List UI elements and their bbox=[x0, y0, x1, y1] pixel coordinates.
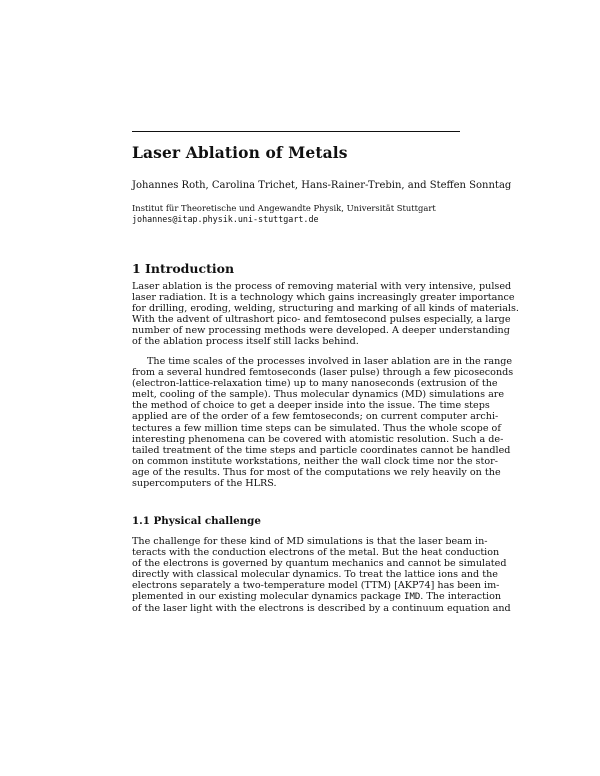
text-line: for drilling, eroding, welding, structuring and marking of all kinds of materials. bbox=[132, 303, 519, 315]
text-line: from a several hundred femtoseconds (laser pulse) through a few picoseconds bbox=[132, 367, 514, 379]
author-email: johannes@itap.physik.uni-stuttgart.de bbox=[132, 213, 319, 224]
intro-paragraph-1 bbox=[132, 281, 519, 348]
text-line: on common institute workstations, neither the wall clock time nor the stor- bbox=[132, 455, 498, 467]
text-line: melt, cooling of the sample). Thus molecular dynamics (MD) simulations are bbox=[132, 389, 505, 401]
text-line: The challenge for these kind of MD simulations is that the laser beam in- bbox=[132, 536, 488, 547]
text-line: tailed treatment of the time steps and particle coordinates cannot be handled bbox=[132, 444, 511, 456]
text-line bbox=[132, 591, 502, 603]
paper-title: Laser Ablation of Metals bbox=[132, 143, 348, 162]
text-segment: plemented in our existing molecular dynamics package bbox=[132, 591, 405, 603]
text-line: (electron-lattice-relaxation time) up to many nanoseconds (extrusion of the bbox=[132, 378, 498, 390]
physical-challenge-paragraph bbox=[132, 536, 511, 614]
text-line: directly with classical molecular dynamics. To treat the lattice ions and the bbox=[132, 569, 498, 581]
text-line: The time scales of the processes involved in laser ablation are in the range bbox=[147, 356, 513, 367]
text-line: age of the results. Thus for most of the computations we rely heavily on the bbox=[132, 466, 501, 478]
text-line: number of new processing methods were developed. A deeper understanding bbox=[132, 325, 510, 337]
top-rule bbox=[132, 131, 460, 132]
intro-paragraph-2 bbox=[132, 356, 514, 490]
text-line: electrons separately a two-temperature model (TTM) [AKP74] has been im- bbox=[132, 580, 500, 592]
section-heading-physical-challenge: 1.1 Physical challenge bbox=[132, 515, 261, 527]
code-name-imd: IMD bbox=[404, 592, 421, 603]
author-list: Johannes Roth, Carolina Trichet, Hans-Rainer-Trebin, and Steffen Sonntag bbox=[132, 180, 512, 191]
text-line: tectures a few million time steps can be simulated. Thus the whole scope of bbox=[132, 422, 501, 434]
section-heading-introduction: 1 Introduction bbox=[132, 261, 235, 276]
text-line: Laser ablation is the process of removing material with very intensive, pulsed bbox=[132, 281, 512, 292]
text-line: applied are of the order of a few femtoseconds; on current computer archi- bbox=[132, 411, 499, 423]
text-line: laser radiation. It is a technology which gains increasingly greater importance bbox=[132, 292, 515, 304]
text-line: of the laser light with the electrons is described by a continuum equation and bbox=[132, 602, 511, 614]
text-line: supercomputers of the HLRS. bbox=[132, 478, 277, 490]
text-line: of the ablation process itself still lacks behind. bbox=[132, 336, 359, 348]
text-line: of the electrons is governed by quantum mechanics and cannot be simulated bbox=[132, 558, 507, 570]
text-line: the method of choice to get a deeper inside into the issue. The time steps bbox=[132, 400, 490, 412]
affiliation: Institut für Theoretische und Angewandte Physik, Universität Stuttgart bbox=[132, 203, 436, 213]
text-line: teracts with the conduction electrons of the metal. But the heat conduction bbox=[132, 547, 500, 559]
text-line: interesting phenomena can be covered with atomistic resolution. Such a de- bbox=[132, 433, 504, 445]
text-line: With the advent of ultrashort pico- and femtosecond pulses especially, a large bbox=[132, 314, 511, 326]
text-segment: . The interaction bbox=[420, 591, 502, 603]
